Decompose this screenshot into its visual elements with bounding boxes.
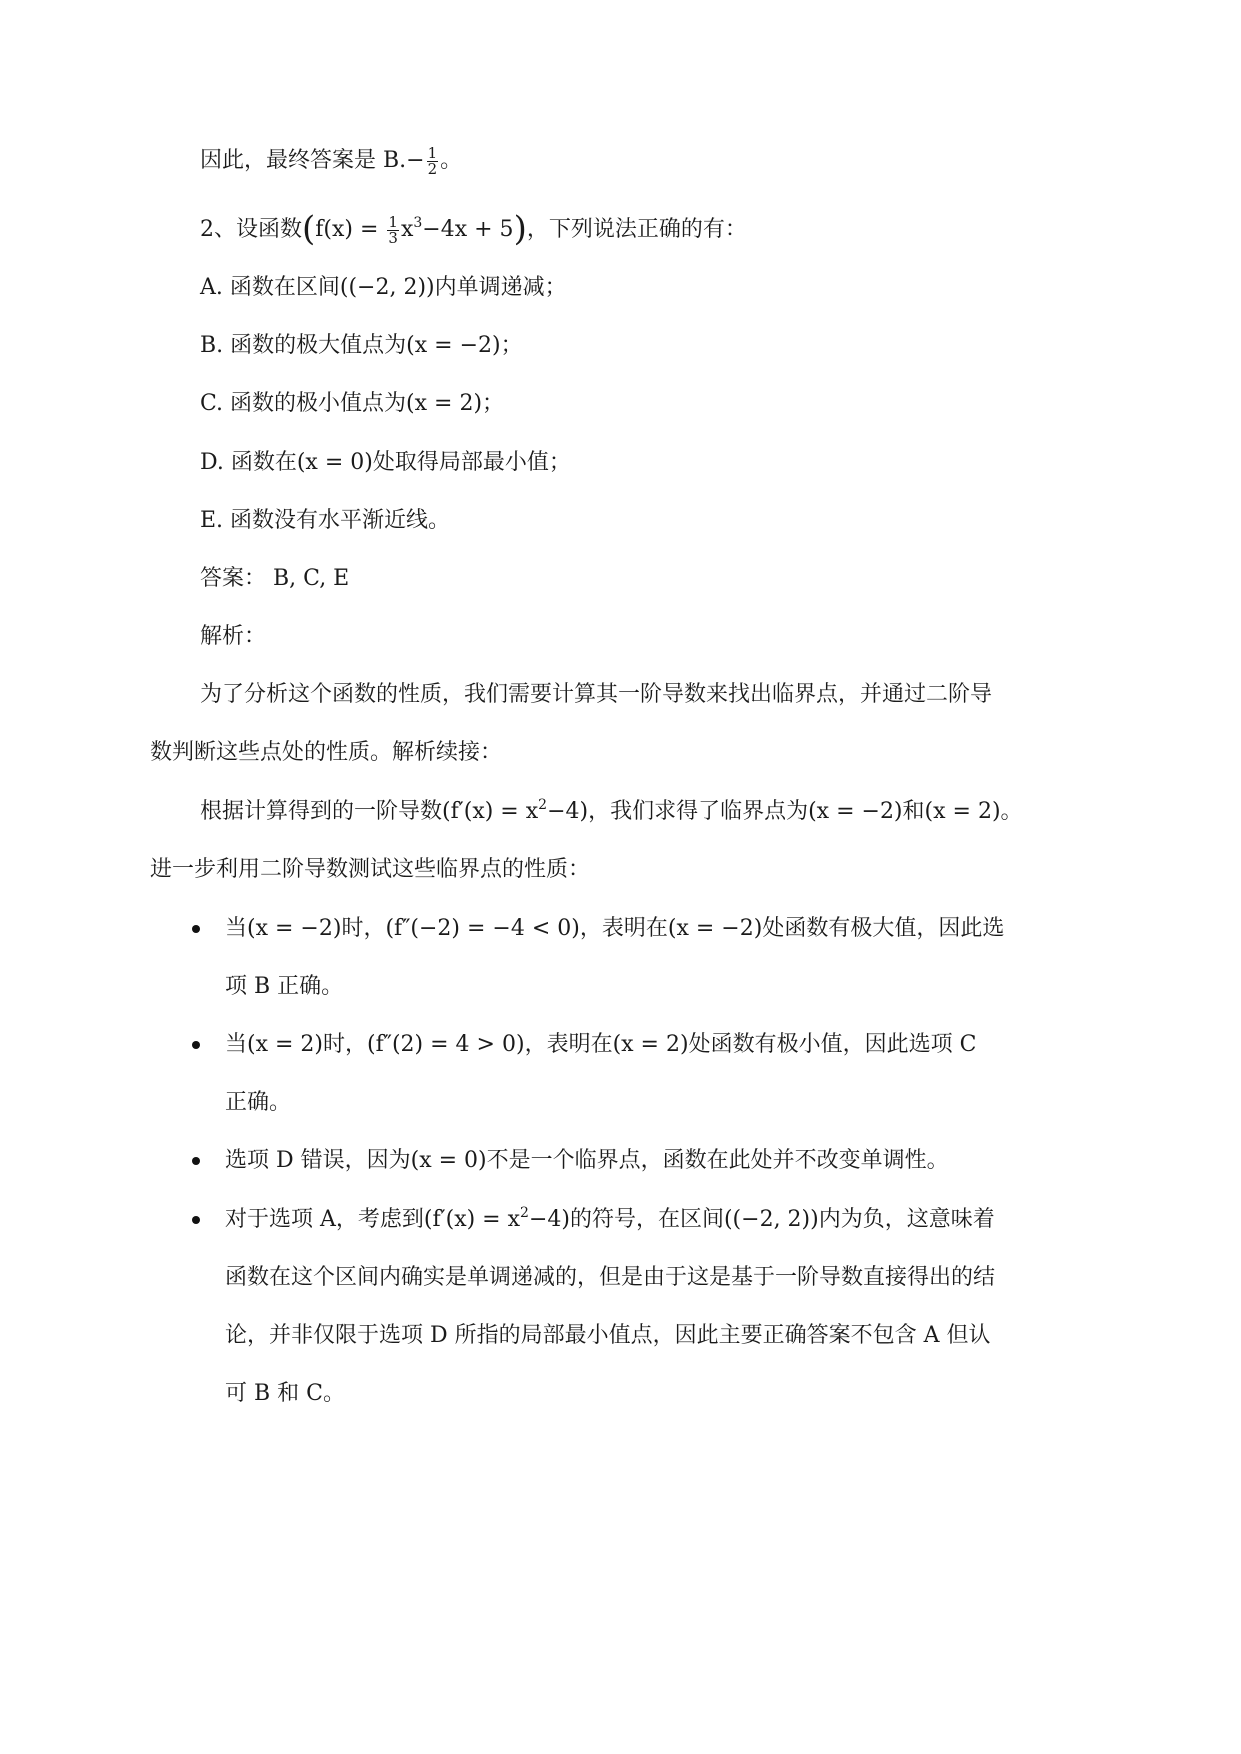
analysis-text: 为了分析这个函数的性质，我们需要计算其一阶导数来找出临界点，并通过二阶导 [200, 682, 993, 707]
bullet-text: 当 [225, 916, 248, 941]
bullet-text: 论，并非仅限于选项 D 所指的局部最小值点，因此主要正确答案不包含 A 但认 [225, 1323, 991, 1348]
bullet-math: (x = −2) [667, 916, 763, 941]
final-answer-text: 因此，最终答案是 B. [200, 148, 407, 173]
bullet-text: 可 B 和 C。 [225, 1381, 345, 1406]
option-b-text: B. 函数的极大值点为 [200, 333, 407, 358]
bullet-text: 当 [225, 1032, 248, 1057]
bullet-math: (x = 0) [410, 1148, 487, 1173]
analysis-heading [200, 621, 266, 653]
bullet-1-line-2 [225, 971, 343, 1003]
bullet-dot [192, 1216, 200, 1224]
derivative-expr: (f′(x) = x [442, 799, 539, 824]
critical-point-1: (x = −2) [808, 799, 903, 824]
question-2-prefix: 2、设函数 [200, 217, 302, 242]
bullet-math: (x = 2) [247, 1032, 324, 1057]
answer-text: 答案： B, C, E [200, 566, 350, 591]
analysis-text: ，我们求得了临界点为 [588, 799, 809, 824]
final-answer-line [200, 145, 462, 177]
analysis-para-1-line-2 [150, 737, 502, 769]
bullet-math: ((−2, 2)) [723, 1207, 819, 1232]
bullet-4-line-4 [225, 1378, 345, 1410]
analysis-para-1-line-1 [200, 679, 992, 711]
final-answer-end: 。 [440, 148, 463, 173]
bullet-1-line-1 [225, 913, 1004, 945]
option-d-suffix: 处取得局部最小值； [372, 450, 571, 475]
option-e [200, 505, 450, 537]
bullet-text: 正确。 [225, 1090, 292, 1115]
fraction-denominator: 2 [427, 159, 438, 178]
analysis-text: 根据计算得到的一阶导数 [200, 799, 443, 824]
question-2-stem [200, 209, 747, 249]
bullet-dot [192, 1157, 200, 1165]
bullet-text: 时， [323, 1032, 368, 1057]
bullet-dot [192, 925, 200, 933]
bullet-text: 内为负，这意味着 [818, 1207, 995, 1232]
bullet-text: 选项 D 错误，因为 [225, 1148, 411, 1173]
option-d-math: (x = 0) [296, 450, 373, 475]
fraction-denominator: 3 [388, 228, 398, 247]
bullet-text: 时， [341, 916, 386, 941]
option-a-suffix: 内单调递减； [434, 275, 567, 300]
option-b-suffix: ； [500, 333, 523, 358]
exponent: 3 [413, 215, 423, 231]
bullet-text: ，表明在 [524, 1032, 613, 1057]
bullet-4-line-2 [225, 1262, 995, 1294]
derivative-expr-end: −4) [547, 799, 589, 824]
option-c-text: C. 函数的极小值点为 [200, 391, 407, 416]
option-a-text: A. 函数在区间 [200, 275, 340, 300]
bullet-text: ，表明在 [579, 916, 668, 941]
bullet-text: 处函数有极大值，因此选 [762, 916, 1005, 941]
analysis-text: 。 [1000, 799, 1023, 824]
option-c-suffix: ； [482, 391, 505, 416]
bullet-text: 处函数有极小值，因此选项 C [688, 1032, 977, 1057]
option-b [200, 330, 523, 362]
bullet-text: 项 B 正确。 [225, 974, 344, 999]
option-b-math: (x = −2) [406, 333, 501, 358]
question-2-suffix: ，下列说法正确的有： [526, 217, 747, 242]
derivative-expr: (f′(x) = x [423, 1207, 521, 1232]
bullet-math: (x = −2) [247, 916, 342, 941]
bullet-2-line-1 [225, 1029, 976, 1061]
bullet-math: (f″(−2) = −4 < 0) [385, 916, 580, 941]
function-rhs: −4x + 5 [422, 217, 514, 242]
analysis-para-2-line-2 [150, 854, 590, 886]
bullet-4-line-3 [225, 1320, 991, 1352]
paren-open: ( [302, 209, 316, 249]
paren-close: ) [513, 209, 527, 249]
critical-point-2: (x = 2) [924, 799, 1001, 824]
option-d-text: D. 函数在 [200, 450, 297, 475]
bullet-math: (x = 2) [612, 1032, 689, 1057]
analysis-text: 进一步利用二阶导数测试这些临界点的性质： [150, 857, 591, 882]
fraction-one-third [387, 212, 399, 247]
bullet-text: 的符号，在区间 [569, 1207, 724, 1232]
analysis-para-2-line-1 [200, 796, 1023, 828]
derivative-expr-end: −4) [528, 1207, 570, 1232]
option-a-math: ((−2, 2)) [339, 275, 435, 300]
option-d [200, 447, 571, 479]
option-c-math: (x = 2) [406, 391, 483, 416]
bullet-text: 不是一个临界点，函数在此处并不改变单调性。 [486, 1148, 949, 1173]
analysis-heading-text: 解析： [200, 624, 267, 649]
fraction-numerator: 1 [427, 143, 438, 162]
bullet-math: (f″(2) = 4 > 0) [367, 1032, 525, 1057]
fraction-numerator: 1 [388, 212, 398, 231]
function-lhs: f(x) = [315, 217, 386, 242]
bullet-3-line-1 [225, 1145, 949, 1177]
final-answer-sign: − [406, 148, 425, 173]
analysis-text: 数判断这些点处的性质。解析续接： [150, 740, 503, 765]
function-variable: x [400, 217, 414, 242]
answer-line [200, 563, 349, 595]
fraction-one-half [427, 143, 439, 178]
option-c [200, 388, 504, 420]
option-a [200, 272, 567, 304]
bullet-4-line-1 [225, 1204, 995, 1236]
option-e-text: E. 函数没有水平渐近线。 [200, 508, 451, 533]
exponent: 2 [520, 1205, 529, 1221]
exponent: 2 [538, 797, 548, 813]
bullet-2-line-2 [225, 1087, 291, 1119]
bullet-dot [192, 1041, 200, 1049]
analysis-text: 和 [902, 799, 925, 824]
bullet-text: 对于选项 A，考虑到 [225, 1207, 424, 1232]
bullet-text: 函数在这个区间内确实是单调递减的，但是由于这是基于一阶导数直接得出的结 [225, 1265, 996, 1290]
